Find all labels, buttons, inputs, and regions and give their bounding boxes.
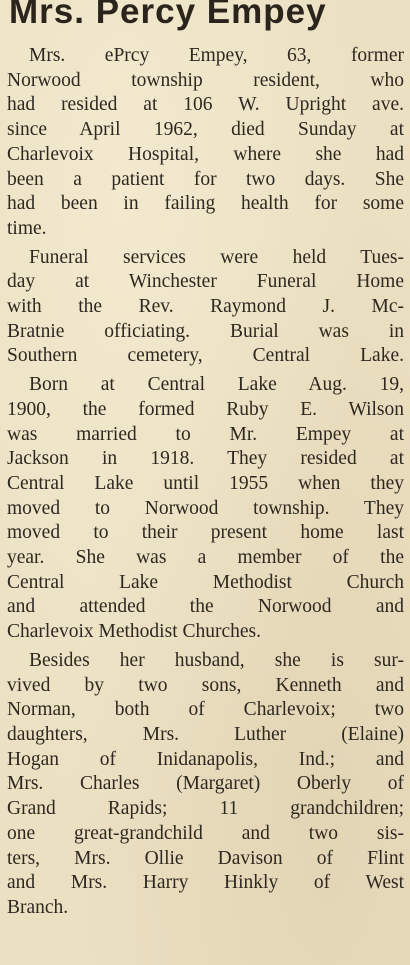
- text-line: Mrs. ePrcy Empey, 63, former: [29, 45, 404, 66]
- text-line: Charlevoix Methodist Churches.: [7, 621, 262, 643]
- text-line: and Mrs. Harry Hinkly of West: [7, 872, 404, 894]
- text-line: moved to their present home last: [7, 522, 404, 544]
- paragraph-survivors: [7, 649, 404, 921]
- text-line: moved to Norwood township. They: [7, 497, 404, 519]
- text-line: daughters, Mrs. Luther (Elaine): [7, 723, 404, 745]
- text-line: Charlevoix Hospital, where she had: [7, 143, 404, 165]
- text-line: Hogan of Inidanapolis, Ind.; and: [7, 748, 404, 770]
- text-line: Southern cemetery, Central Lake.: [7, 345, 404, 367]
- text-line: Norman, both of Charlevoix; two: [7, 699, 404, 721]
- text-line: had been in failing health for some: [7, 193, 404, 215]
- text-line: Jackson in 1918. They resided at: [7, 448, 404, 470]
- text-line: with the Rev. Raymond J. Mc-: [7, 296, 404, 318]
- text-line: year. She was a member of the: [7, 547, 404, 569]
- text-line: time.: [7, 217, 47, 239]
- headline: Mrs. Percy Empey: [9, 0, 327, 31]
- text-line: one great-grandchild and two sis-: [7, 822, 404, 844]
- paragraph-funeral: [7, 246, 404, 370]
- text-line: Funeral services were held Tues-: [29, 246, 404, 268]
- text-line: Central Lake until 1955 when they: [7, 472, 404, 494]
- text-line: day at Winchester Funeral Home: [7, 271, 404, 293]
- text-line: Bratnie officiating. Burial was in: [7, 320, 404, 342]
- text-line: since April 1962, died Sunday at: [7, 119, 404, 141]
- paragraph-death-notice: [7, 44, 404, 242]
- text-line: been a patient for two days. She: [7, 168, 404, 190]
- paragraph-biography: [7, 373, 404, 645]
- text-line: Besides her husband, she is sur-: [29, 649, 404, 671]
- text-line: and attended the Norwood and: [7, 596, 404, 618]
- text-line: Branch.: [7, 896, 69, 918]
- text-line: vived by two sons, Kenneth and: [7, 674, 404, 696]
- text-line: had resided at 106 W. Upright ave.: [7, 94, 404, 116]
- text-line: Norwood township resident, who: [7, 69, 404, 91]
- text-line: Central Lake Methodist Church: [7, 571, 404, 593]
- text-line: Born at Central Lake Aug. 19,: [29, 374, 404, 396]
- text-line: ters, Mrs. Ollie Davison of Flint: [7, 847, 404, 869]
- text-line: Grand Rapids; 11 grandchildren;: [7, 798, 404, 820]
- text-line: was married to Mr. Empey at: [7, 423, 404, 445]
- text-line: 1900, the formed Ruby E. Wilson: [7, 398, 404, 420]
- text-line: Mrs. Charles (Margaret) Oberly of: [7, 773, 404, 795]
